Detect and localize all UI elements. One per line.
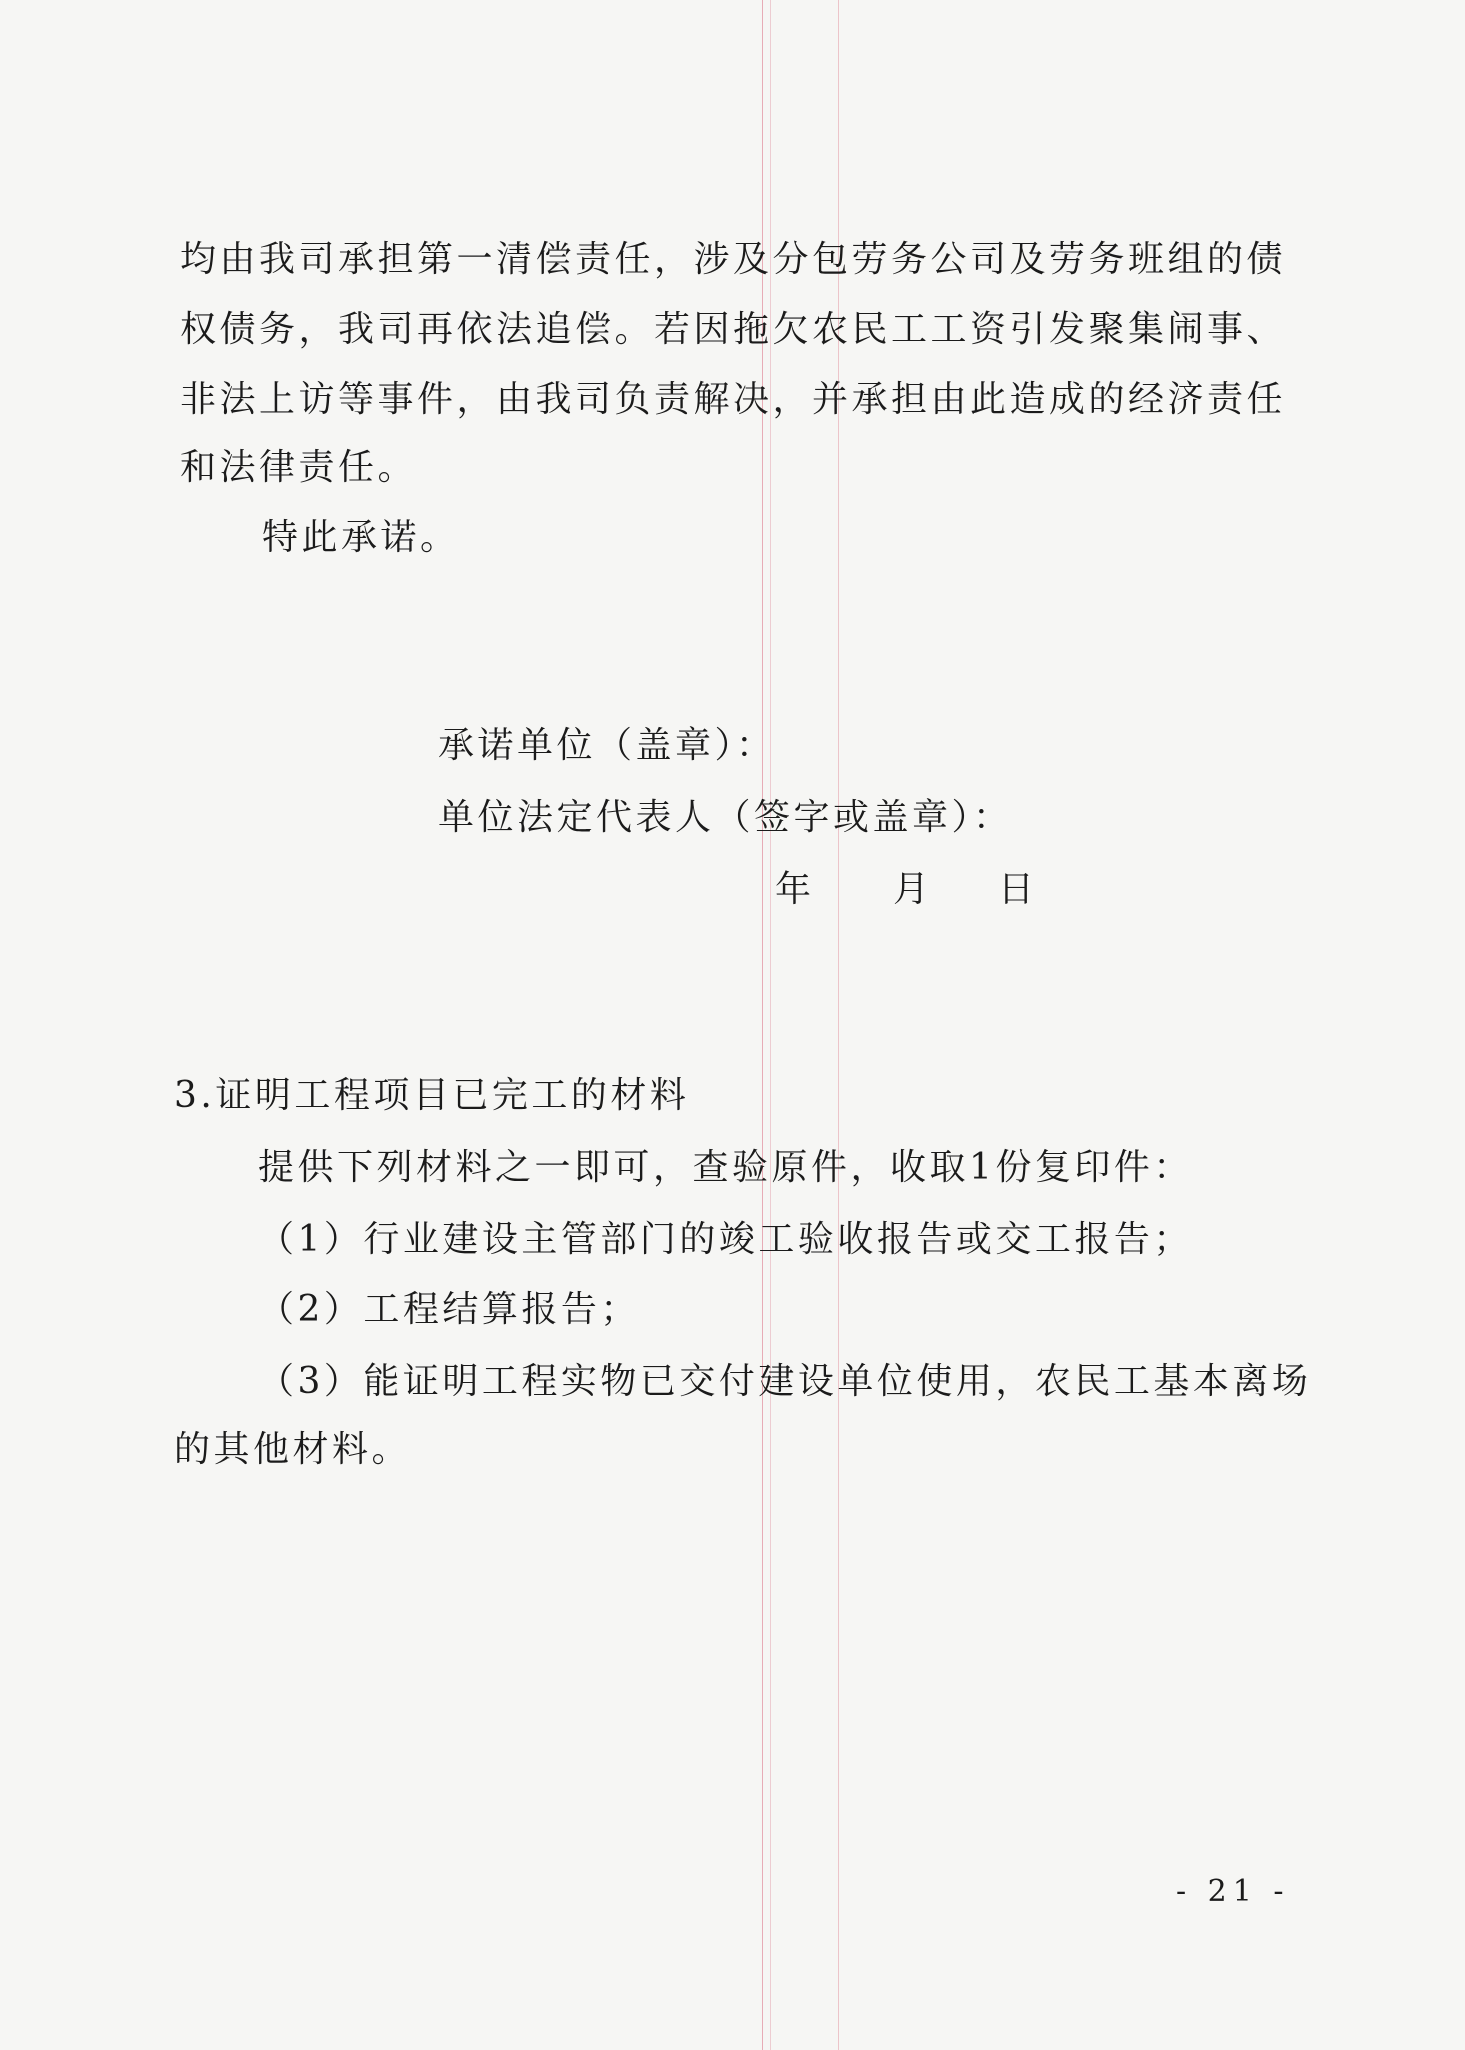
- paragraph-line: 和法律责任。: [180, 447, 418, 488]
- page-number: - 21 -: [1176, 1874, 1290, 1909]
- closing-statement: 特此承诺。: [262, 517, 460, 558]
- date-year: 年: [775, 869, 815, 910]
- list-item-continuation: 的其他材料。: [174, 1429, 412, 1470]
- list-item: （2）工程结算报告；: [258, 1289, 640, 1330]
- section-heading: 3.证明工程项目已完工的材料: [174, 1075, 690, 1116]
- date-day: 日: [998, 869, 1038, 910]
- paragraph-line: 权债务，我司再依法追偿。若因拖欠农民工工资引发聚集闹事、: [180, 309, 1287, 350]
- list-item: （1）行业建设主管部门的竣工验收报告或交工报告；: [258, 1219, 1193, 1260]
- list-item: （3）能证明工程实物已交付建设单位使用，农民工基本离场: [258, 1361, 1312, 1402]
- section-intro: 提供下列材料之一即可，查验原件，收取1份复印件：: [258, 1147, 1193, 1188]
- paragraph-line: 均由我司承担第一清偿责任，涉及分包劳务公司及劳务班组的债: [180, 239, 1287, 280]
- date-month: 月: [893, 869, 933, 910]
- representative-signature-label: 单位法定代表人（签字或盖章）：: [438, 797, 1013, 838]
- paragraph-line: 非法上访等事件，由我司负责解决，并承担由此造成的经济责任: [180, 379, 1287, 420]
- unit-seal-label: 承诺单位（盖章）：: [438, 725, 776, 766]
